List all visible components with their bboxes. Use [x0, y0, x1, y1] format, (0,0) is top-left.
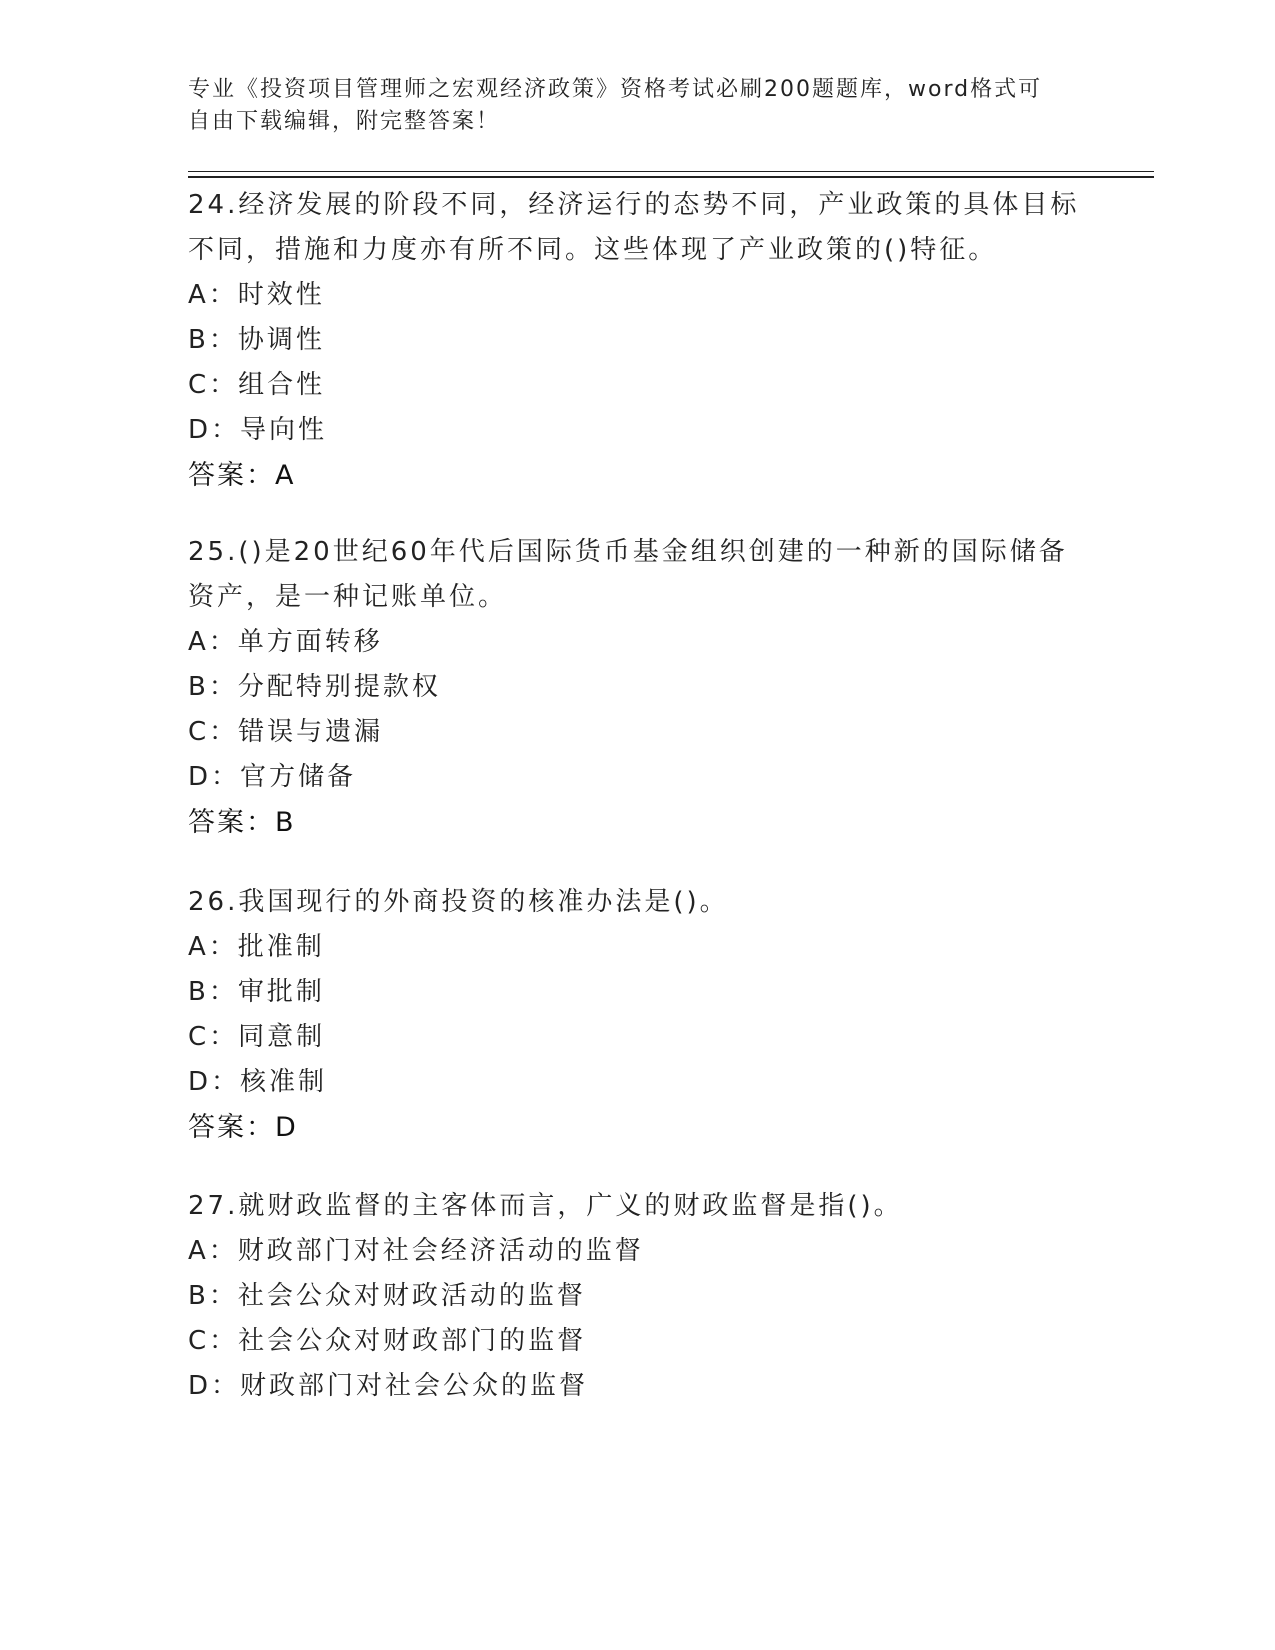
option-d: D：财政部门对社会公众的监督 [188, 1371, 589, 1401]
document-header [188, 74, 1068, 138]
option-c: C：错误与遗漏 [188, 717, 384, 747]
option-b: B：分配特别提款权 [188, 672, 441, 702]
question-27 [188, 1184, 1088, 1409]
option-d: D：官方储备 [188, 762, 357, 792]
option-a: A：财政部门对社会经济活动的监督 [188, 1236, 644, 1266]
question-25 [188, 530, 1088, 845]
option-c: C：组合性 [188, 370, 326, 400]
option-c: C：同意制 [188, 1022, 326, 1052]
question-stem-line: 24.经济发展的阶段不同，经济运行的态势不同，产业政策的具体目标 [188, 190, 1080, 220]
question-stem-line: 25.()是20世纪60年代后国际货币基金组织创建的一种新的国际储备 [188, 537, 1068, 567]
option-a: A：单方面转移 [188, 627, 383, 657]
option-d: D：导向性 [188, 415, 328, 445]
option-a: A：批准制 [188, 932, 325, 962]
answer-line: 答案：A [188, 460, 296, 491]
question-26 [188, 880, 1088, 1150]
answer-line: 答案：B [188, 807, 296, 838]
question-stem-line: 26.我国现行的外商投资的核准办法是()。 [188, 887, 729, 917]
question-24 [188, 183, 1088, 498]
header-rule-thick [188, 176, 1154, 178]
answer-line: 答案：D [188, 1112, 298, 1143]
option-a: A：时效性 [188, 280, 325, 310]
question-stem-line: 不同，措施和力度亦有所不同。这些体现了产业政策的()特征。 [188, 235, 998, 265]
option-b: B：社会公众对财政活动的监督 [188, 1281, 586, 1311]
question-stem-line: 27.就财政监督的主客体而言，广义的财政监督是指()。 [188, 1191, 903, 1221]
question-stem-line: 资产，是一种记账单位。 [188, 582, 508, 612]
option-c: C：社会公众对财政部门的监督 [188, 1326, 587, 1356]
option-b: B：协调性 [188, 325, 325, 355]
option-b: B：审批制 [188, 977, 325, 1007]
header-line-2: 自由下载编辑，附完整答案！ [188, 109, 501, 134]
header-line-1: 专业《投资项目管理师之宏观经济政策》资格考试必刷200题题库，word格式可 [188, 77, 1043, 102]
header-rule-thin [188, 171, 1154, 172]
option-d: D：核准制 [188, 1067, 328, 1097]
